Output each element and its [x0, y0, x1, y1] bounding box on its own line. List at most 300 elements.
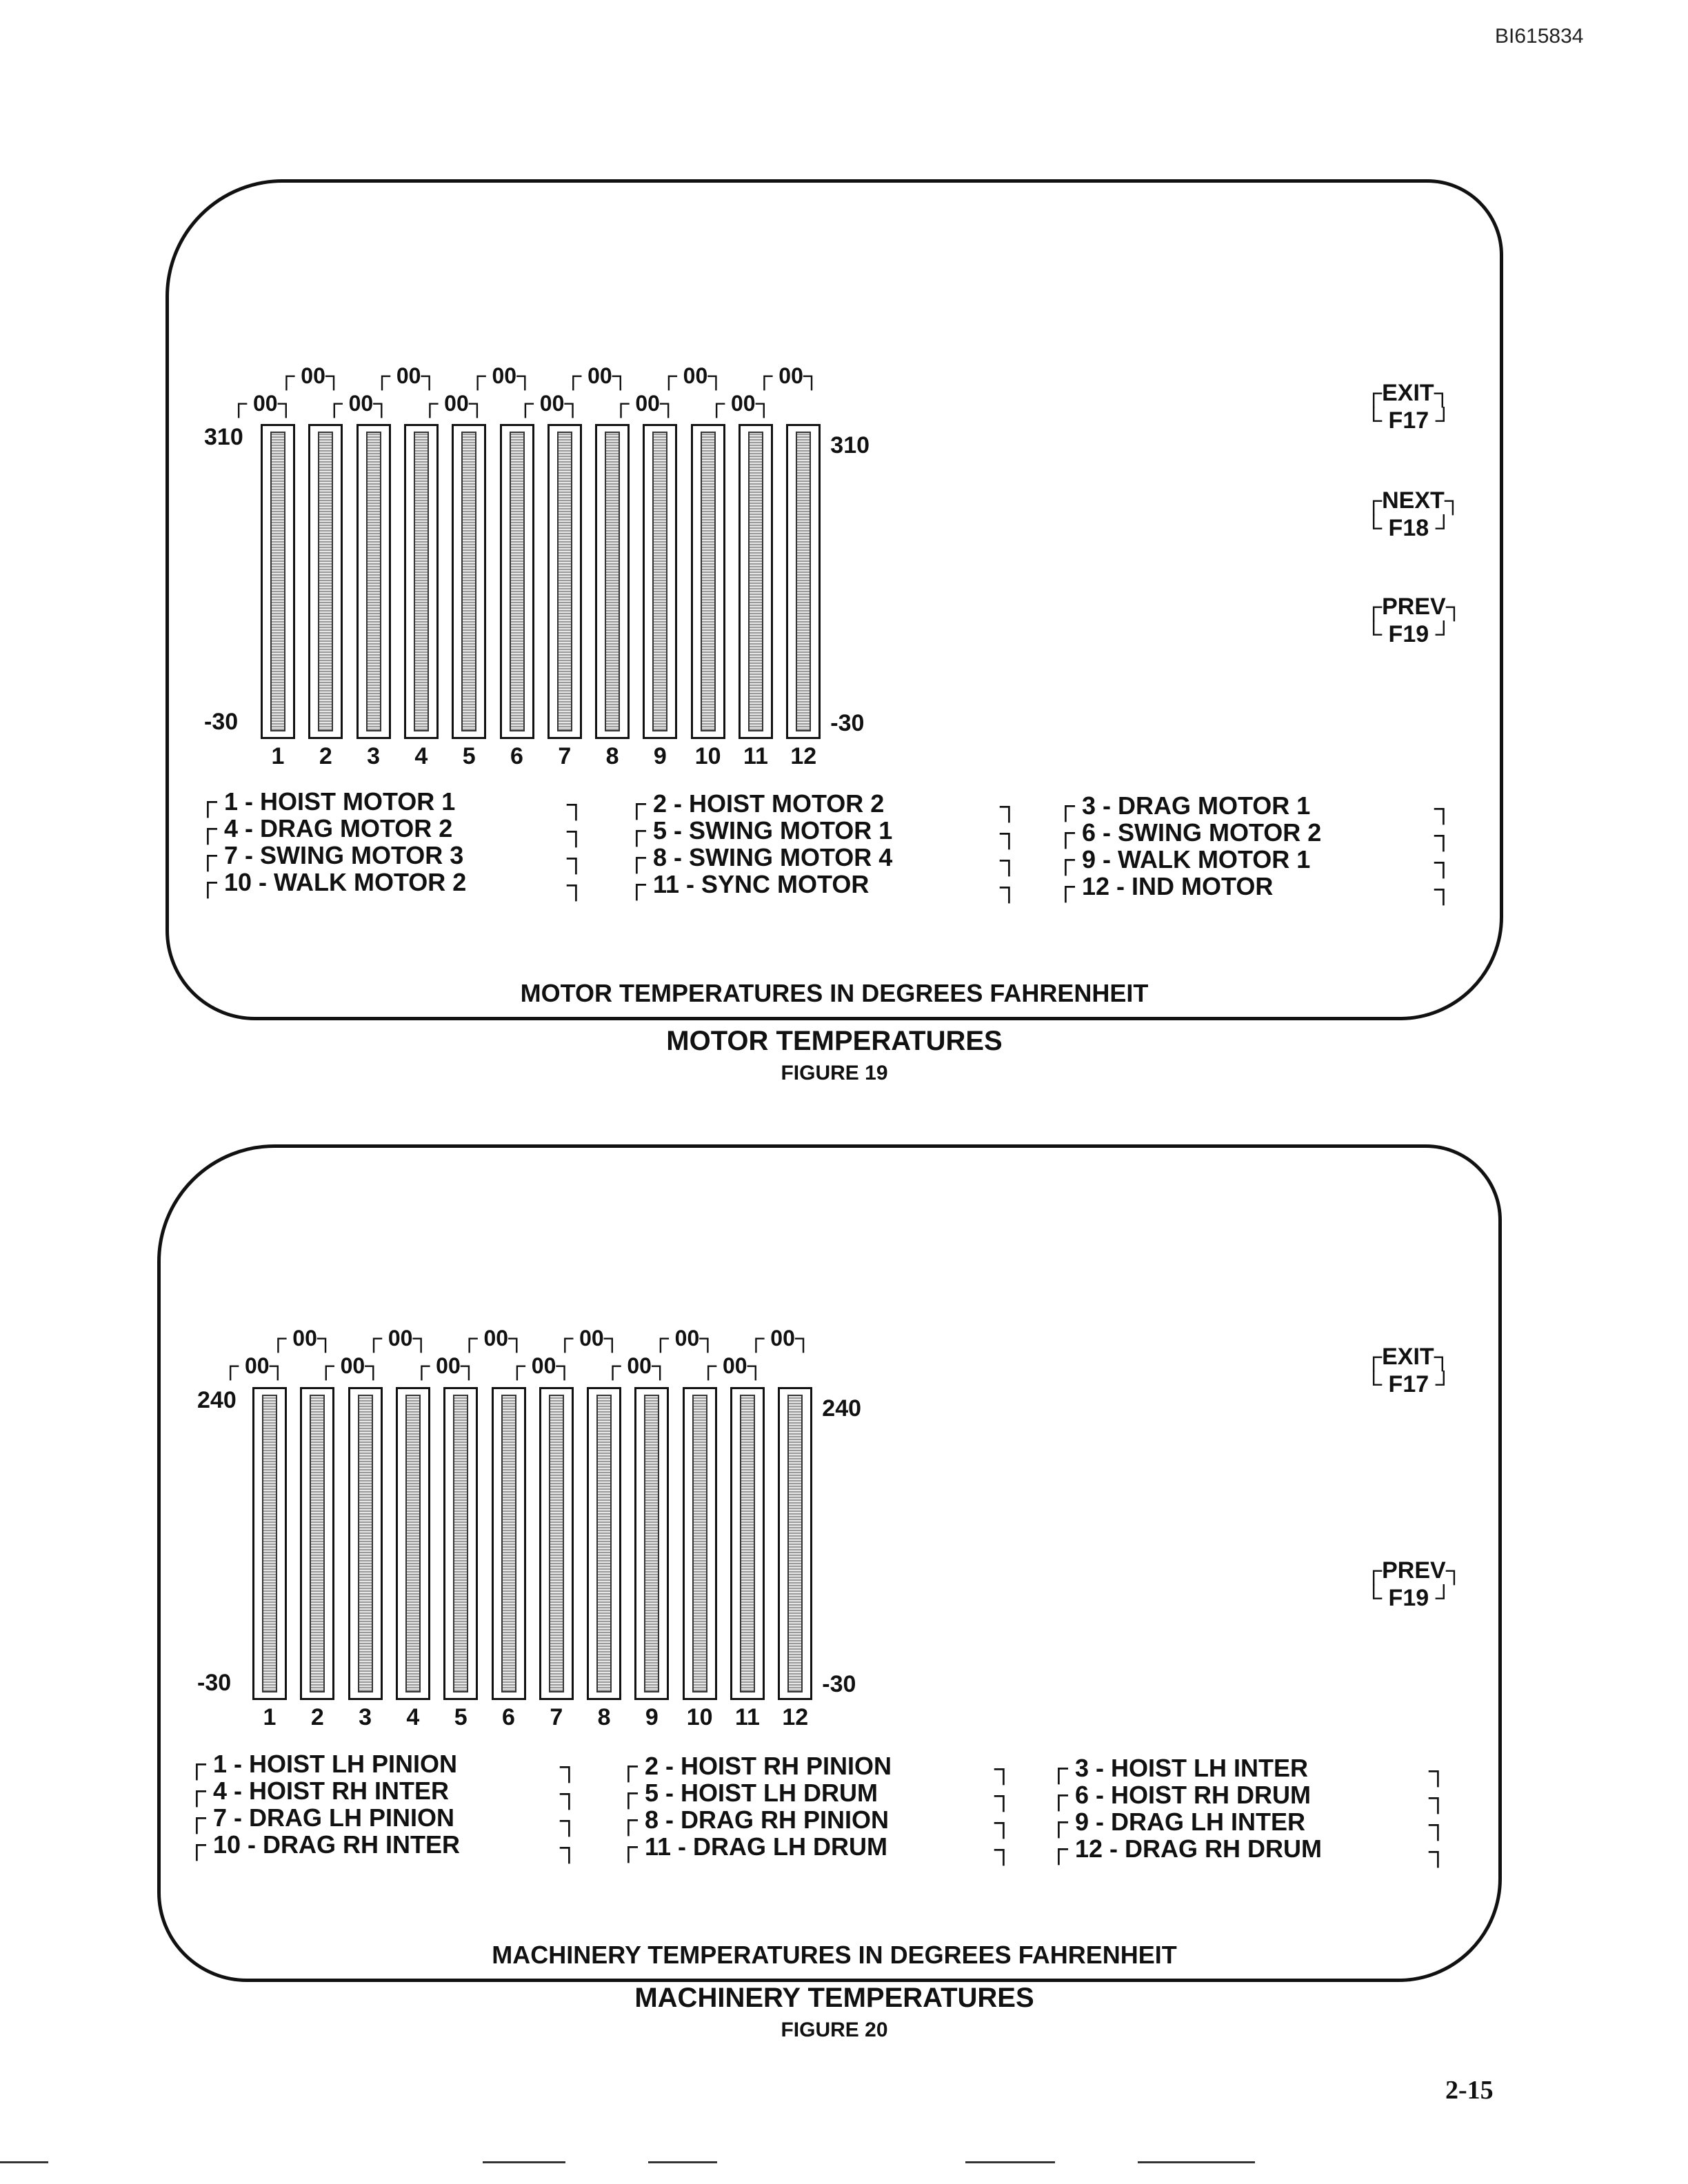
temperature-readout — [470, 363, 534, 390]
legend-label: 10 - WALK MOTOR 2 — [223, 868, 467, 896]
bracket: ┐ — [755, 390, 772, 416]
bar-number: 5 — [454, 1704, 468, 1730]
bracket: ┐ — [1434, 821, 1453, 850]
bracket: ┐ — [603, 1325, 621, 1351]
bracket: ┌ — [373, 363, 390, 389]
machinery-screen-caption: MACHINERY TEMPERATURES IN DEGREES FAHRENHEIT — [492, 1941, 1177, 1969]
key-label: PREV — [1382, 594, 1446, 620]
temperature-bar — [634, 1387, 669, 1700]
bracket: ┐ — [325, 363, 342, 389]
bracket: ┌ — [325, 390, 343, 416]
bracket: ┐ — [567, 817, 585, 846]
readout-value: 00 — [778, 363, 803, 388]
temperature-readout — [565, 363, 629, 390]
bracket: ┐ — [564, 390, 581, 416]
page-edge-mark — [965, 2161, 1055, 2163]
bracket: ┐ — [269, 1353, 286, 1379]
readout-value: 00 — [587, 363, 612, 388]
function-key-exit[interactable]: ┌EXIT┐ └ F17 ┘ — [1365, 380, 1452, 434]
scale-min-left: -30 — [204, 709, 239, 735]
scale-max-right: 240 — [822, 1395, 862, 1422]
legend-item — [619, 1779, 878, 1808]
bracket: ┌ — [421, 390, 439, 416]
legend-label: 6 - HOIST RH DRUM — [1074, 1781, 1311, 1809]
readout-value: 00 — [483, 1326, 509, 1351]
figure-19-title: MOTOR TEMPERATURES — [666, 1026, 1003, 1056]
temperature-readout — [374, 363, 438, 390]
bracket: ┐ — [707, 363, 725, 389]
bar-fill — [644, 1395, 659, 1692]
bar-fill — [787, 1395, 803, 1692]
bracket: ┌ — [619, 1806, 638, 1834]
bracket: ┌ — [222, 1353, 239, 1379]
temperature-bar — [252, 1387, 287, 1700]
bracket: ┌ — [627, 870, 646, 899]
legend-label: 8 - SWING MOTOR 4 — [652, 843, 893, 871]
legend-label: 1 - HOIST LH PINION — [212, 1750, 457, 1778]
bar-fill — [652, 432, 667, 731]
legend-item — [627, 870, 869, 900]
bracket: ┐ — [560, 1833, 579, 1862]
bracket: ┌ — [756, 363, 773, 389]
bracket: ┌ — [365, 1325, 382, 1351]
bracket: ┌ — [556, 1325, 574, 1351]
legend-label: 12 - DRAG RH DRUM — [1074, 1834, 1322, 1863]
legend-label: 4 - HOIST RH INTER — [212, 1777, 449, 1805]
bracket: ┌ — [1056, 872, 1075, 901]
bar-fill — [557, 432, 572, 731]
bracket: ┌ — [619, 1779, 638, 1808]
bracket: ┐ — [699, 1325, 716, 1351]
legend-item — [199, 787, 455, 817]
temperature-readout — [700, 1353, 764, 1379]
bracket: ┐ — [567, 871, 585, 900]
legend-item — [619, 1806, 889, 1835]
bracket: ┐ — [1429, 1783, 1447, 1812]
bar-number: 7 — [550, 1704, 563, 1730]
legend-item — [1049, 1834, 1322, 1864]
bar-number: 1 — [271, 743, 285, 769]
bracket: ┌ — [317, 1353, 334, 1379]
temperature-bar — [300, 1387, 334, 1700]
key-label: EXIT — [1382, 380, 1434, 406]
bar-number: 7 — [558, 743, 572, 769]
readout-value: 00 — [579, 1326, 604, 1351]
legend-label: 1 - HOIST MOTOR 1 — [223, 787, 456, 816]
temperature-readout — [517, 390, 581, 417]
temperature-bar — [356, 424, 391, 739]
readout-value: 00 — [292, 1326, 317, 1351]
temperature-bar — [500, 424, 534, 739]
temperature-readout — [413, 1353, 477, 1379]
temperature-bar — [547, 424, 582, 739]
legend-label: 5 - SWING MOTOR 1 — [652, 816, 893, 845]
function-key-prev[interactable]: ┌PREV┐ └ F19 ┘ — [1365, 594, 1463, 647]
readout-value: 00 — [436, 1353, 461, 1378]
legend-item — [199, 814, 452, 844]
bracket: ┐ — [560, 1779, 579, 1808]
bar-fill — [692, 1395, 707, 1692]
legend-label: 3 - DRAG MOTOR 1 — [1081, 791, 1311, 820]
key-label: EXIT — [1382, 1344, 1434, 1370]
bar-fill — [453, 1395, 468, 1692]
bracket: ┐ — [1429, 1810, 1447, 1839]
temperature-readout — [365, 1325, 430, 1352]
bracket: ┐ — [516, 363, 534, 389]
temperature-readout — [278, 363, 342, 390]
bracket: ┌ — [199, 787, 217, 816]
bar-fill — [405, 1395, 421, 1692]
readout-value: 00 — [396, 363, 421, 388]
bar-fill — [549, 1395, 564, 1692]
bracket: ┌ — [1049, 1808, 1068, 1837]
bar-fill — [358, 1395, 373, 1692]
bar-number: 11 — [735, 1704, 760, 1730]
bar-number: 5 — [462, 743, 476, 769]
bracket: ┐ — [508, 1325, 525, 1351]
page-edge-mark — [0, 2161, 48, 2163]
bracket: ┌ — [660, 363, 677, 389]
bracket: ┌ — [1049, 1754, 1068, 1783]
legend-item — [627, 843, 892, 873]
bracket: ┌ — [700, 1353, 717, 1379]
figure-19-number: FIGURE 19 — [781, 1062, 888, 1084]
legend-item — [1049, 1754, 1308, 1783]
bar-number: 12 — [790, 743, 817, 769]
bracket: ┐ — [1434, 875, 1453, 904]
legend-label: 2 - HOIST RH PINION — [644, 1752, 892, 1780]
bracket: ┐ — [1000, 873, 1018, 902]
readout-value: 00 — [539, 391, 565, 416]
readout-value: 00 — [635, 391, 660, 416]
bracket: ┐ — [567, 844, 585, 873]
legend-item — [188, 1830, 460, 1860]
bracket: ┐ — [1000, 819, 1018, 848]
bracket: ┐ — [1429, 1757, 1447, 1786]
temperature-readout — [661, 363, 725, 390]
readout-value: 00 — [252, 391, 278, 416]
temperature-readout — [270, 1325, 334, 1352]
bracket: ┐ — [373, 390, 390, 416]
bracket: ┐ — [659, 390, 677, 416]
legend-label: 9 - DRAG LH INTER — [1074, 1808, 1305, 1836]
bar-fill — [510, 432, 525, 731]
bracket: ┌ — [619, 1752, 638, 1781]
legend-item — [199, 868, 466, 898]
readout-value: 00 — [531, 1353, 556, 1378]
bracket: ┌ — [627, 816, 646, 845]
page-number: 2-15 — [1445, 2076, 1494, 2105]
bracket: ┌ — [619, 1832, 638, 1861]
key-label: NEXT — [1382, 487, 1445, 514]
legend-label: 2 - HOIST MOTOR 2 — [652, 789, 885, 818]
temperature-bar — [643, 424, 677, 739]
temperature-readout — [556, 1325, 621, 1352]
bar-number: 3 — [359, 1704, 372, 1730]
temperature-bar — [261, 424, 295, 739]
bracket: ┌ — [747, 1325, 765, 1351]
bracket: ┐ — [316, 1325, 334, 1351]
page-edge-mark — [483, 2161, 565, 2163]
temperature-readout — [326, 390, 390, 417]
scale-min-right: -30 — [830, 710, 865, 736]
bar-number: 2 — [310, 1704, 324, 1730]
bracket: ┐ — [794, 1325, 812, 1351]
bracket: ┐ — [994, 1835, 1013, 1864]
bracket: ┌ — [188, 1777, 206, 1806]
legend-label: 7 - DRAG LH PINION — [212, 1803, 454, 1832]
page-edge-mark — [648, 2161, 717, 2163]
temperature-bar — [738, 424, 773, 739]
bracket: ┐ — [612, 363, 629, 389]
key-fkey: F19 — [1388, 1585, 1429, 1611]
legend-item — [1049, 1781, 1311, 1810]
scale-min-right: -30 — [822, 1671, 856, 1697]
bar-fill — [461, 432, 476, 731]
bar-fill — [270, 432, 285, 731]
bracket: ┐ — [556, 1353, 573, 1379]
legend-label: 8 - DRAG RH PINION — [644, 1806, 889, 1834]
bar-fill — [414, 432, 429, 731]
bracket: ┐ — [277, 390, 294, 416]
temperature-bar — [539, 1387, 574, 1700]
bar-number: 10 — [686, 1704, 713, 1730]
bar-number: 12 — [782, 1704, 809, 1730]
key-fkey: F19 — [1388, 621, 1429, 647]
legend-label: 6 - SWING MOTOR 2 — [1081, 818, 1322, 847]
temperature-readout — [318, 1353, 382, 1379]
temperature-bar — [778, 1387, 812, 1700]
temperature-bar — [587, 1387, 621, 1700]
readout-value: 00 — [388, 1326, 413, 1351]
readout-value: 00 — [244, 1353, 270, 1378]
bracket: ┐ — [994, 1808, 1013, 1837]
bracket: ┌ — [652, 1325, 669, 1351]
motor-screen-caption: MOTOR TEMPERATURES IN DEGREES FAHRENHEIT — [520, 979, 1149, 1007]
temperature-bar — [443, 1387, 478, 1700]
bar-fill — [740, 1395, 755, 1692]
bracket: ┌ — [188, 1750, 206, 1779]
bracket: ┌ — [278, 363, 295, 389]
legend-item — [1056, 818, 1321, 848]
key-fkey: F17 — [1388, 407, 1429, 434]
bar-fill — [796, 432, 811, 731]
bar-number: 6 — [510, 743, 523, 769]
bar-number: 4 — [406, 1704, 420, 1730]
temperature-readout — [222, 1353, 286, 1379]
bracket: ┐ — [365, 1353, 382, 1379]
bar-fill — [366, 432, 381, 731]
bar-number: 4 — [414, 743, 428, 769]
temperature-bar — [691, 424, 725, 739]
legend-item — [188, 1750, 457, 1779]
bracket: ┐ — [994, 1781, 1013, 1810]
bar-number: 6 — [502, 1704, 515, 1730]
readout-value: 00 — [722, 1353, 747, 1378]
bracket: ┌ — [627, 789, 646, 818]
bracket: ┐ — [1000, 846, 1018, 875]
bar-number: 8 — [605, 743, 619, 769]
function-key-prev[interactable]: ┌PREV┐ └ F19 ┘ — [1365, 1557, 1463, 1611]
key-fkey: F17 — [1388, 1371, 1429, 1397]
readout-value: 00 — [301, 363, 325, 388]
bracket: ┌ — [188, 1830, 206, 1859]
readout-value: 00 — [348, 391, 374, 416]
temperature-readout — [756, 363, 820, 390]
bracket: ┐ — [412, 1325, 430, 1351]
temperature-readout — [652, 1325, 716, 1352]
legend-label: 11 - SYNC MOTOR — [652, 870, 870, 898]
bar-fill — [501, 1395, 516, 1692]
readout-value: 00 — [627, 1353, 652, 1378]
temperature-readout — [708, 390, 772, 417]
bracket: ┌ — [508, 1353, 525, 1379]
bar-number: 8 — [597, 1704, 611, 1730]
bracket: ┌ — [413, 1353, 430, 1379]
bracket: ┌ — [469, 363, 486, 389]
legend-item — [627, 816, 892, 846]
bracket: ┐ — [468, 390, 485, 416]
temperature-readout — [509, 1353, 573, 1379]
page-edge-mark — [1138, 2161, 1255, 2163]
bar-fill — [748, 432, 763, 731]
temperature-bar — [595, 424, 630, 739]
document-id: BI615834 — [1495, 25, 1584, 48]
temperature-bar — [404, 424, 439, 739]
bracket: ┐ — [421, 363, 438, 389]
bar-number: 9 — [653, 743, 667, 769]
legend-item — [188, 1777, 449, 1806]
bar-fill — [318, 432, 333, 731]
scale-min-left: -30 — [197, 1670, 232, 1696]
legend-label: 5 - HOIST LH DRUM — [644, 1779, 878, 1807]
temperature-readout — [230, 390, 294, 417]
legend-item — [188, 1803, 454, 1833]
legend-item — [619, 1832, 887, 1862]
bracket: ┌ — [270, 1325, 287, 1351]
temperature-readout — [421, 390, 485, 417]
bracket: ┌ — [1049, 1781, 1068, 1810]
temperature-readout — [612, 390, 676, 417]
key-fkey: F18 — [1388, 515, 1429, 541]
legend-item — [1049, 1808, 1305, 1837]
scale-max-right: 310 — [830, 432, 870, 458]
legend-label: 4 - DRAG MOTOR 2 — [223, 814, 453, 842]
bar-fill — [596, 1395, 612, 1692]
legend-label: 9 - WALK MOTOR 1 — [1081, 845, 1311, 873]
bracket: ┌ — [230, 390, 248, 416]
legend-item — [1056, 872, 1273, 902]
bracket: ┌ — [199, 814, 217, 843]
bar-number: 11 — [743, 743, 768, 769]
bracket: ┐ — [460, 1353, 477, 1379]
bracket: ┐ — [560, 1752, 579, 1781]
temperature-bar — [308, 424, 343, 739]
temperature-bar — [452, 424, 486, 739]
temperature-bar — [348, 1387, 383, 1700]
readout-value: 00 — [492, 363, 517, 388]
bar-fill — [605, 432, 620, 731]
bracket: ┐ — [560, 1806, 579, 1835]
bracket: ┌ — [627, 843, 646, 872]
bracket: ┐ — [994, 1755, 1013, 1783]
legend-label: 11 - DRAG LH DRUM — [644, 1832, 887, 1861]
bracket: ┌ — [516, 390, 534, 416]
function-key-exit[interactable]: ┌EXIT┐ └ F17 ┘ — [1365, 1344, 1452, 1397]
bracket: ┌ — [199, 841, 217, 870]
bar-fill — [310, 1395, 325, 1692]
readout-value: 00 — [730, 391, 756, 416]
bracket: ┐ — [803, 363, 820, 389]
temperature-readout — [747, 1325, 812, 1352]
legend-label: 3 - HOIST LH INTER — [1074, 1754, 1308, 1782]
bracket: ┌ — [708, 390, 725, 416]
readout-value: 00 — [444, 391, 469, 416]
bracket: ┌ — [1056, 845, 1075, 874]
bracket: ┌ — [604, 1353, 621, 1379]
bracket: ┐ — [747, 1353, 764, 1379]
temperature-bar — [786, 424, 821, 739]
function-key-next[interactable]: ┌NEXT┐ └ F18 ┘ — [1365, 487, 1461, 541]
bracket: ┌ — [1049, 1834, 1068, 1863]
temperature-bar — [396, 1387, 430, 1700]
scale-max-left: 310 — [204, 424, 243, 450]
bracket: ┐ — [1434, 848, 1453, 877]
legend-item — [1056, 791, 1310, 821]
bracket: ┐ — [1434, 794, 1453, 823]
legend-item — [619, 1752, 892, 1781]
figure-20-title: MACHINERY TEMPERATURES — [634, 1983, 1034, 2013]
readout-value: 00 — [674, 1326, 700, 1351]
bracket: ┐ — [651, 1353, 669, 1379]
temperature-bar — [492, 1387, 526, 1700]
legend-item — [1056, 845, 1310, 875]
readout-value: 00 — [683, 363, 708, 388]
legend-label: 10 - DRAG RH INTER — [212, 1830, 460, 1859]
temperature-readout — [604, 1353, 668, 1379]
temperature-readout — [461, 1325, 525, 1352]
legend-label: 12 - IND MOTOR — [1081, 872, 1274, 900]
legend-item — [199, 841, 463, 871]
bracket: ┌ — [1056, 818, 1075, 847]
bar-number: 10 — [694, 743, 721, 769]
bar-fill — [701, 432, 716, 731]
bracket: ┌ — [199, 868, 217, 897]
bar-fill — [262, 1395, 277, 1692]
bracket: ┌ — [1056, 791, 1075, 820]
bar-number: 3 — [367, 743, 381, 769]
legend-label: 7 - SWING MOTOR 3 — [223, 841, 464, 869]
bar-number: 9 — [645, 1704, 659, 1730]
temperature-bar — [730, 1387, 765, 1700]
bar-number: 2 — [319, 743, 332, 769]
bar-number: 1 — [263, 1704, 277, 1730]
legend-item — [627, 789, 884, 819]
bracket: ┌ — [565, 363, 582, 389]
key-label: PREV — [1382, 1557, 1446, 1584]
bracket: ┐ — [567, 790, 585, 819]
bracket: ┐ — [1429, 1837, 1447, 1866]
figure-20-number: FIGURE 20 — [781, 2019, 888, 2041]
scale-max-left: 240 — [197, 1387, 237, 1413]
bracket: ┐ — [1000, 792, 1018, 821]
bracket: ┌ — [461, 1325, 478, 1351]
bracket: ┌ — [612, 390, 630, 416]
readout-value: 00 — [340, 1353, 365, 1378]
bracket: ┌ — [188, 1803, 206, 1832]
readout-value: 00 — [770, 1326, 795, 1351]
temperature-bar — [683, 1387, 717, 1700]
